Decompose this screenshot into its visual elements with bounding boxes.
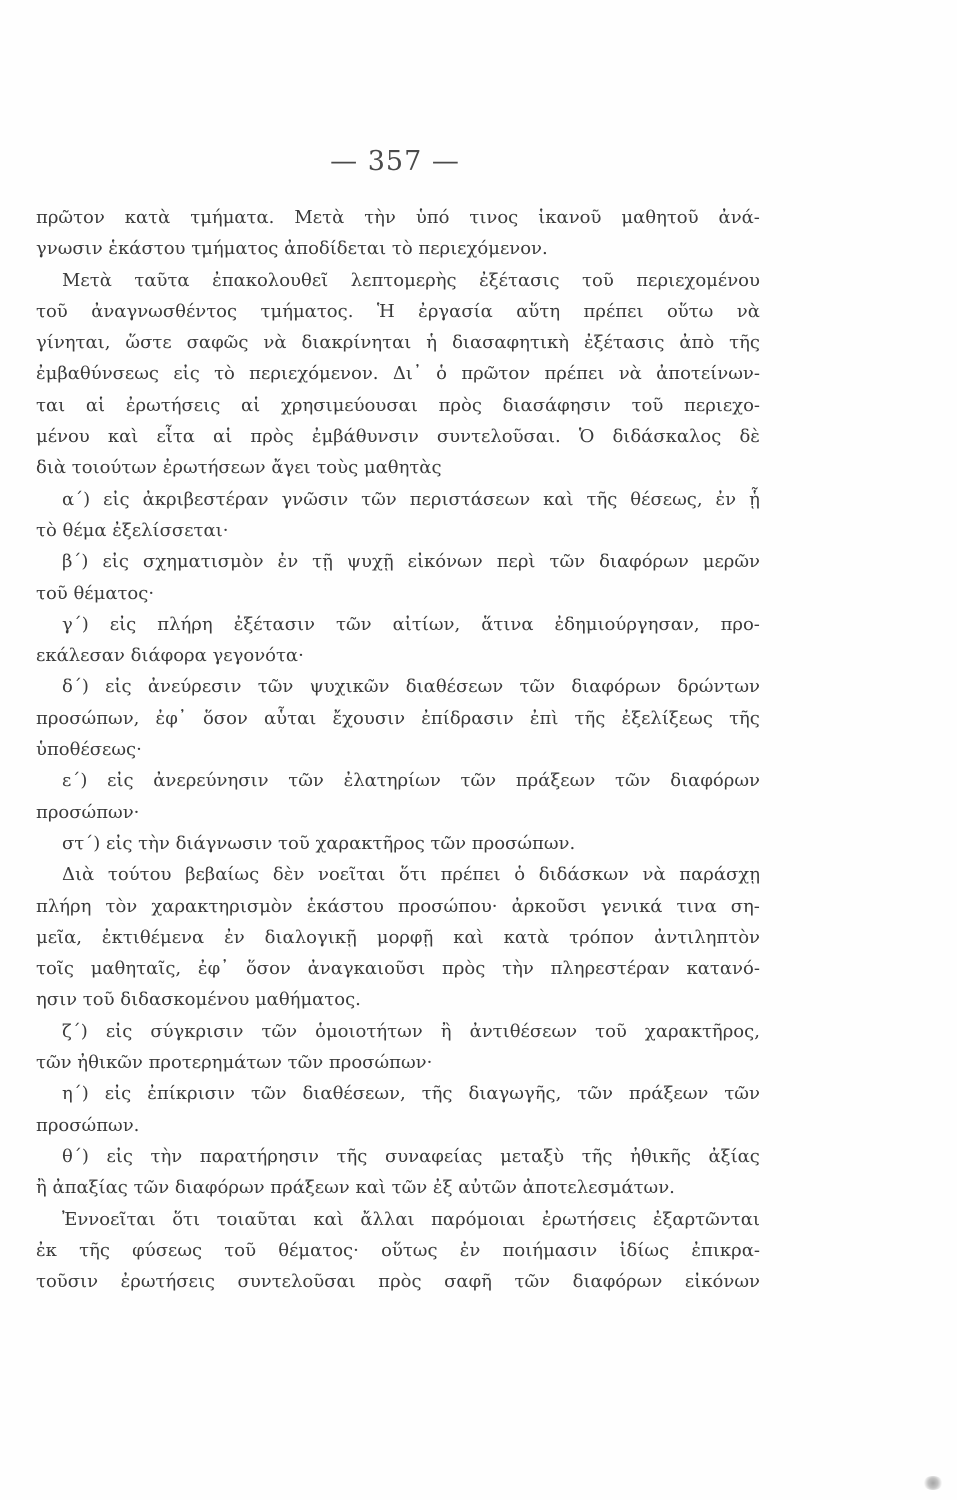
text-line: στ΄) εἰς τὴν διάγνωσιν τοῦ χαρακτῆρος τῶν προσώπων. xyxy=(62,832,576,854)
text-line: τοῖς μαθηταῖς, ἐφ᾽ ὅσον ἀναγκαιοῦσι πρὸς τὴν πληρεστέραν κατανό- xyxy=(36,958,760,980)
text-line: Ἐννοεῖται ὅτι τοιαῦται καὶ ἄλλαι παρόμοιαι ἐρωτήσεις ἐξαρτῶνται xyxy=(62,1208,760,1230)
text-line: τοῦ θέματος· xyxy=(36,582,155,604)
text-line: διὰ τοιούτων ἐρωτήσεων ἄγει τοὺς μαθητὰς xyxy=(36,457,442,479)
text-line: προσώπων. xyxy=(36,1114,140,1136)
text-line: γ΄) εἰς πλήρη ἐξέτασιν τῶν αἰτίων, ἅτινα ἐδημιούργησαν, προ- xyxy=(62,613,760,635)
text-line: εκάλεσαν διάφορα γεγονότα· xyxy=(36,645,304,667)
text-line: Μετὰ ταῦτα ἐπακολουθεῖ λεπτομερὴς ἐξέτασις τοῦ περιεχομένου xyxy=(62,269,760,291)
text-line: ται αἱ ἐρωτήσεις αἱ χρησιμεύουσαι πρὸς διασάφησιν τοῦ περιεχο- xyxy=(36,394,760,416)
text-line: προσώπων, ἐφ᾽ ὅσον αὗται ἔχουσιν ἐπίδρασιν ἐπὶ τῆς ἐξελίξεως τῆς xyxy=(36,707,760,729)
text-line: θ΄) εἰς τὴν παρατήρησιν τῆς συναφείας μεταξὺ τῆς ἠθικῆς ἀξίας xyxy=(62,1145,760,1167)
text-line: μεῖα, ἐκτιθέμενα ἐν διαλογικῇ μορφῇ καὶ κατὰ τρόπον ἀντιληπτὸν xyxy=(36,926,760,948)
text-line: πλήρη τὸν χαρακτηρισμὸν ἑκάστου προσώπου· ἀρκοῦσι γενικά τινα ση- xyxy=(36,895,760,917)
text-line: γνωσιν ἑκάστου τμήματος ἀποδίδεται τὸ περιεχόμενον. xyxy=(36,238,548,260)
text-line: ησιν τοῦ διδασκομένου μαθήματος. xyxy=(36,989,361,1011)
text-line: τοῦσιν ἐρωτήσεις συντελοῦσαι πρὸς σαφῆ τῶν διαφόρων εἰκόνων xyxy=(36,1271,760,1293)
text-line: ἢ ἀπαξίας τῶν διαφόρων πράξεων καὶ τῶν ἐξ αὐτῶν ἀποτελεσμάτων. xyxy=(36,1177,675,1199)
text-line: ζ΄) εἰς σύγκρισιν τῶν ὁμοιοτήτων ἢ ἀντιθέσεων τοῦ χαρακτῆρος, xyxy=(62,1020,760,1042)
text-line: τὸ θέμα ἐξελίσσεται· xyxy=(36,519,229,541)
text-line: ἐκ τῆς φύσεως τοῦ θέματος· οὕτως ἐν ποιήμασιν ἰδίως ἐπικρα- xyxy=(36,1239,760,1261)
text-line: μένου καὶ εἶτα αἱ πρὸς ἐμβάθυνσιν συντελοῦσαι. Ὁ διδάσκαλος δὲ xyxy=(36,426,760,448)
page-number: — 357 — xyxy=(330,146,460,177)
body-text xyxy=(36,202,760,1297)
ink-smudge xyxy=(923,1476,943,1490)
text-line: γίνηται, ὥστε σαφῶς νὰ διακρίνηται ἡ διασαφητικὴ ἐξέτασις ἀπὸ τῆς xyxy=(36,332,760,354)
text-line: προσώπων· xyxy=(36,801,140,823)
text-line: Διὰ τούτου βεβαίως δὲν νοεῖται ὅτι πρέπει ὁ διδάσκων νὰ παράσχῃ xyxy=(62,864,760,886)
text-line: ὑποθέσεως· xyxy=(36,739,142,761)
text-line: β΄) εἰς σχηματισμὸν ἐν τῇ ψυχῇ εἰκόνων περὶ τῶν διαφόρων μερῶν xyxy=(62,551,760,573)
text-line: ἐμβαθύνσεως εἰς τὸ περιεχόμενον. Δι᾽ ὁ πρῶτον πρέπει νὰ ἀποτείνων- xyxy=(36,363,760,385)
text-line: δ΄) εἰς ἀνεύρεσιν τῶν ψυχικῶν διαθέσεων τῶν διαφόρων δρώντων xyxy=(62,676,760,698)
text-line: τῶν ἠθικῶν προτερημάτων τῶν προσώπων· xyxy=(36,1052,433,1074)
text-line: α΄) εἰς ἀκριβεστέραν γνῶσιν τῶν περιστάσεων καὶ τῆς θέσεως, ἐν ᾗ xyxy=(62,488,760,510)
text-line: τοῦ ἀναγνωσθέντος τμήματος. Ἡ ἐργασία αὕτη πρέπει οὕτω νὰ xyxy=(36,300,760,322)
text-line: η΄) εἰς ἐπίκρισιν τῶν διαθέσεων, τῆς διαγωγῆς, τῶν πράξεων τῶν xyxy=(62,1083,760,1105)
text-line: πρῶτον κατὰ τμήματα. Μετὰ τὴν ὑπό τινος ἱκανοῦ μαθητοῦ ἀνά- xyxy=(36,207,760,228)
text-line: ε΄) εἰς ἀνερεύνησιν τῶν ἐλατηρίων τῶν πράξεων τῶν διαφόρων xyxy=(62,770,760,792)
